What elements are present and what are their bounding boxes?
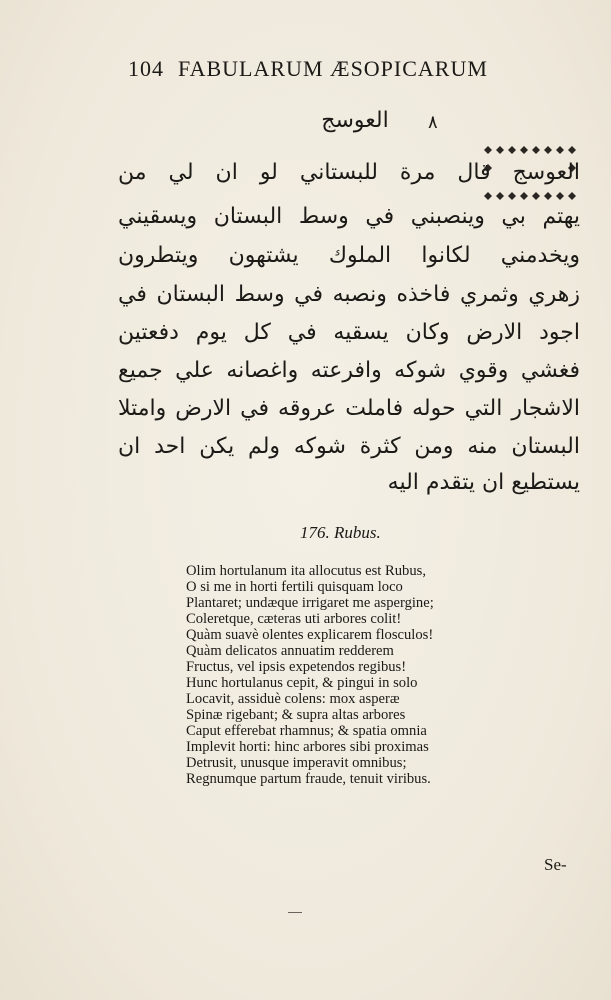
latin-line: O si me in horti fertili quisquam loco — [186, 579, 403, 595]
latin-line: Coleretque, cæteras uti arbores colit! — [186, 611, 402, 627]
latin-line: Olim hortulanum ita allocutus est Rubus, — [186, 563, 426, 579]
catchword: Se- — [544, 855, 567, 874]
arabic-fable-number: ٨ — [428, 112, 438, 133]
running-title: FABULARUM ÆSOPICARUM — [178, 56, 488, 81]
printer-rule — [288, 912, 302, 913]
latin-line: Detrusit, unusque imperavit omnibus; — [186, 755, 407, 771]
latin-line: Plantaret; undæque irrigaret me aspergine; — [186, 595, 434, 611]
arabic-fable-title: العوسج — [321, 108, 389, 133]
latin-line: Caput efferebat rhamnus; & spatia omnia — [186, 723, 427, 739]
arabic-line: زهري وثمري فاخذه ونصبه في وسط البستان في — [118, 282, 580, 307]
arabic-line: الاشجار التي حوله فاملت عروقه في الارض وامتلا — [118, 396, 580, 421]
running-header — [128, 56, 548, 82]
page-number: 104 — [128, 56, 164, 81]
arabic-line: اجود الارض وكان يسقيه في كل يوم دفعتين — [118, 320, 580, 345]
latin-line: Locavit, assiduè colens: mox asperæ — [186, 691, 400, 707]
latin-line: Spinæ rigebant; & supra altas arbores — [186, 707, 406, 723]
arabic-line: العوسج قال مرة للبستاني لو ان لي من — [118, 160, 580, 185]
latin-line: Quàm suavè olentes explicarem flosculos! — [186, 627, 434, 643]
latin-line: Fructus, vel ipsis expetendos regibus! — [186, 659, 407, 675]
latin-line: Implevit horti: hinc arbores sibi proximas — [186, 739, 429, 755]
latin-line: Hunc hortulanus cepit, & pingui in solo — [186, 675, 418, 691]
latin-line: Regnumque partum fraude, tenuit viribus. — [186, 771, 431, 787]
arabic-line: ويخدمني لكانوا الملوك يشتهون ويتطرون — [118, 243, 580, 268]
arabic-line: فغشي وقوي شوكه وافرعته واغصانه علي جميع — [118, 358, 580, 383]
latin-fable-title: 176. Rubus. — [300, 523, 381, 542]
arabic-line: يستطيع ان يتقدم اليه — [387, 470, 580, 495]
latin-line: Quàm delicatos annuatim redderem — [186, 643, 394, 659]
arabic-line: يهتم بي وينصبني في وسط البستان ويسقيني — [118, 204, 580, 229]
arabic-line: البستان منه ومن كثرة شوكه ولم يكن احد ان — [118, 434, 580, 459]
